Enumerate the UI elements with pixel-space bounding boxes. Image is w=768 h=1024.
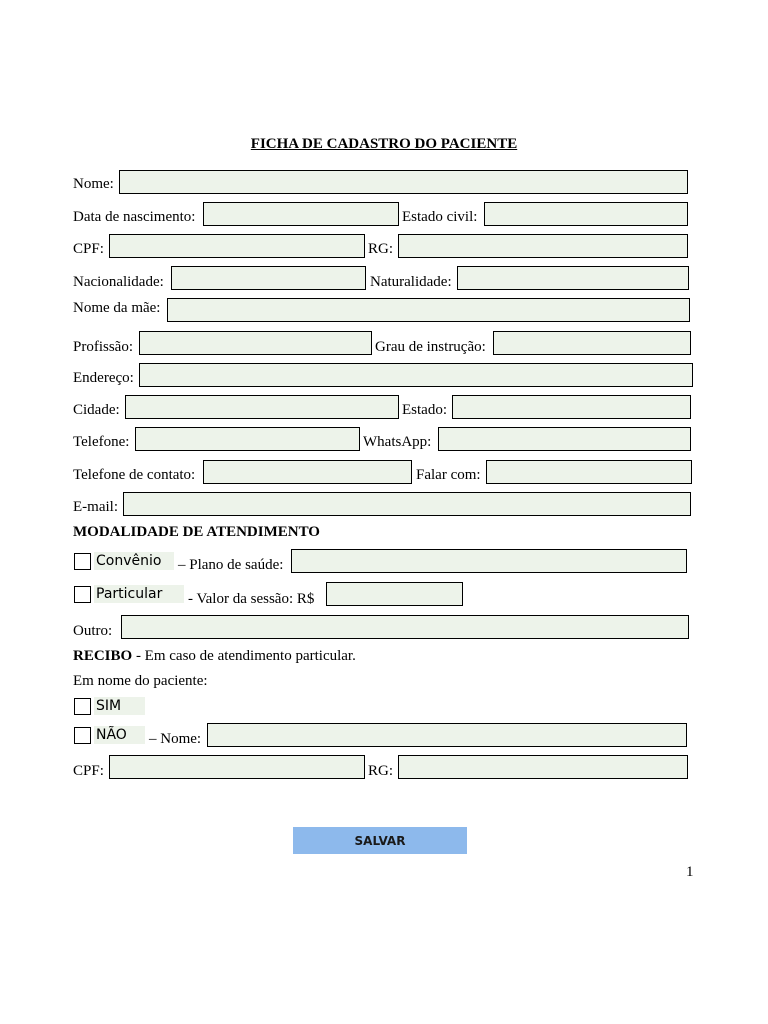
recibo-heading: RECIBO	[73, 648, 133, 664]
cpf-field[interactable]	[109, 234, 365, 258]
nao-option-label: NÃO	[94, 726, 145, 744]
recibo-description: - Em caso de atendimento particular.	[132, 648, 356, 664]
nome-label: Nome:	[73, 176, 114, 192]
endereco-label: Endereço:	[73, 370, 134, 386]
naturalidade-label: Naturalidade:	[370, 274, 452, 290]
rg-field[interactable]	[398, 234, 688, 258]
sim-option-label: SIM	[94, 697, 145, 715]
nacionalidade-field[interactable]	[171, 266, 366, 290]
nacionalidade-label: Nacionalidade:	[73, 274, 164, 290]
salvar-button[interactable]: SALVAR	[293, 827, 467, 854]
grau-instrucao-field[interactable]	[493, 331, 691, 355]
data-nascimento-field[interactable]	[203, 202, 399, 226]
estado-civil-label: Estado civil:	[402, 209, 478, 225]
recibo-cpf-field[interactable]	[109, 755, 365, 779]
cidade-label: Cidade:	[73, 402, 120, 418]
whatsapp-label: WhatsApp:	[363, 434, 432, 450]
valor-sessao-field[interactable]	[326, 582, 463, 606]
email-label: E-mail:	[73, 499, 118, 515]
email-field[interactable]	[123, 492, 691, 516]
telefone-contato-label: Telefone de contato:	[73, 467, 196, 483]
recibo-cpf-label: CPF:	[73, 763, 104, 779]
whatsapp-field[interactable]	[438, 427, 691, 451]
telefone-field[interactable]	[135, 427, 360, 451]
nao-checkbox[interactable]	[74, 727, 91, 744]
nome-field[interactable]	[119, 170, 688, 194]
em-nome-label: Em nome do paciente:	[73, 673, 208, 689]
grau-instrucao-label: Grau de instrução:	[375, 339, 486, 355]
cidade-field[interactable]	[125, 395, 399, 419]
sim-checkbox[interactable]	[74, 698, 91, 715]
telefone-contato-field[interactable]	[203, 460, 412, 484]
falar-com-field[interactable]	[486, 460, 692, 484]
estado-field[interactable]	[452, 395, 691, 419]
plano-saude-field[interactable]	[291, 549, 687, 573]
falar-com-label: Falar com:	[416, 467, 481, 483]
convenio-option-label: Convênio	[94, 552, 174, 570]
outro-label: Outro:	[73, 623, 113, 639]
convenio-checkbox[interactable]	[74, 553, 91, 570]
cpf-label: CPF:	[73, 241, 104, 257]
estado-label: Estado:	[402, 402, 447, 418]
telefone-label: Telefone:	[73, 434, 130, 450]
naturalidade-field[interactable]	[457, 266, 689, 290]
modalidade-heading: MODALIDADE DE ATENDIMENTO	[73, 524, 320, 540]
recibo-nome-field[interactable]	[207, 723, 687, 747]
outro-field[interactable]	[121, 615, 689, 639]
recibo-nome-label: – Nome:	[149, 731, 202, 747]
recibo-line	[73, 647, 356, 665]
form-title: FICHA DE CADASTRO DO PACIENTE	[250, 136, 518, 152]
nome-mae-label: Nome da mãe:	[73, 300, 161, 316]
particular-checkbox[interactable]	[74, 586, 91, 603]
nome-mae-field[interactable]	[167, 298, 690, 322]
recibo-rg-label: RG:	[368, 763, 394, 779]
rg-label: RG:	[368, 241, 394, 257]
profissao-field[interactable]	[139, 331, 372, 355]
profissao-label: Profissão:	[73, 339, 133, 355]
plano-saude-label: – Plano de saúde:	[178, 557, 284, 573]
recibo-rg-field[interactable]	[398, 755, 688, 779]
data-nascimento-label: Data de nascimento:	[73, 209, 196, 225]
valor-sessao-label: - Valor da sessão: R$	[188, 591, 315, 607]
endereco-field[interactable]	[139, 363, 693, 387]
particular-option-label: Particular	[94, 585, 184, 603]
estado-civil-field[interactable]	[484, 202, 688, 226]
page-number: 1	[686, 864, 694, 880]
